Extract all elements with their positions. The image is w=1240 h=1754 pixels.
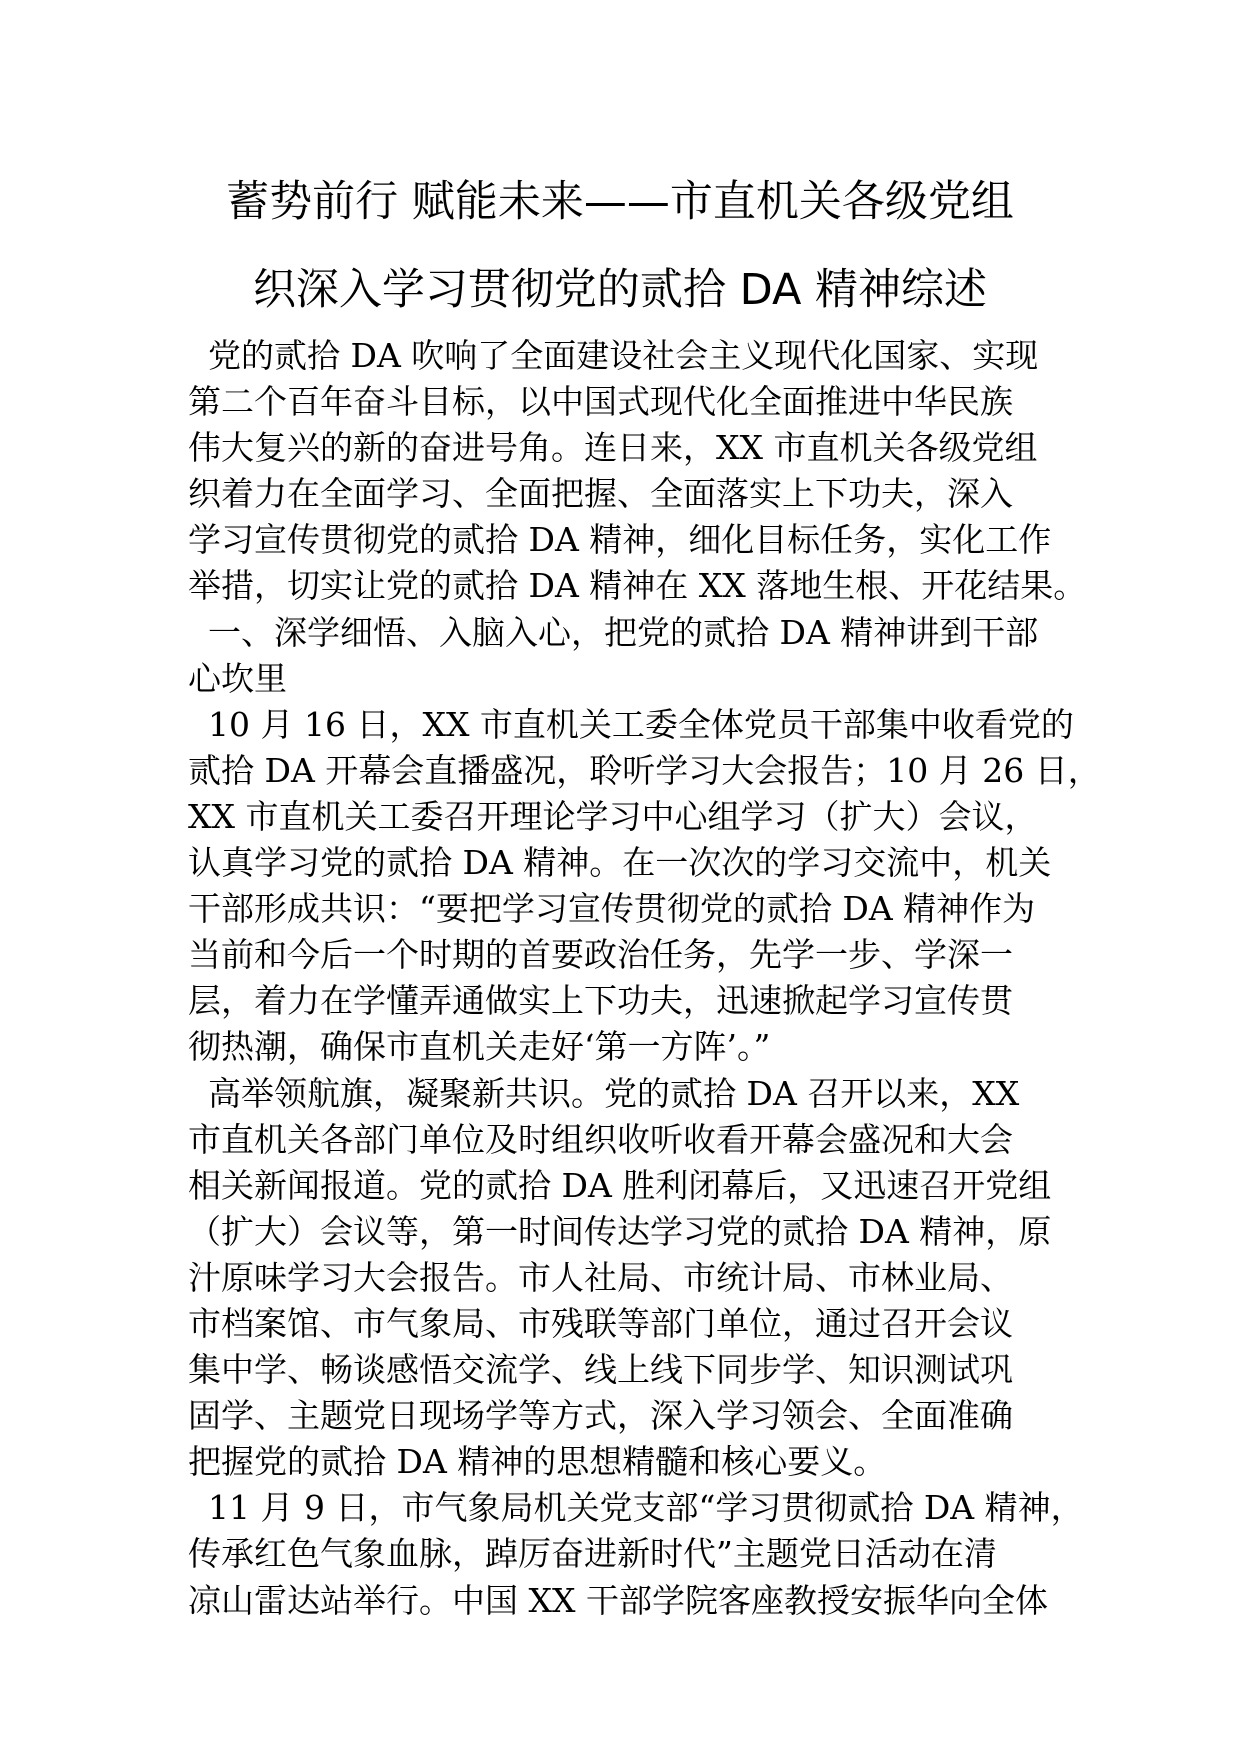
document-body xyxy=(188,333,1101,1624)
paragraph-line: 学习宣传贯彻党的贰拾 DA 精神，细化目标任务，实化工作 xyxy=(188,520,1052,560)
paragraph-line: 干部形成共识：“要把学习宣传贯彻党的贰拾 DA 精神作为 xyxy=(188,889,1036,929)
paragraph-line: 市档案馆、市气象局、市残联等部门单位，通过召开会议 xyxy=(188,1303,1013,1343)
paragraph-line: XX 市直机关工委召开理论学习中心组学习（扩大）会议， xyxy=(188,796,1038,836)
paragraph-line: 织着力在全面学习、全面把握、全面落实上下功夫，深入 xyxy=(188,474,1013,514)
paragraph-line: 传承红色气象血脉，踔厉奋进新时代”主题党日活动在清 xyxy=(188,1534,997,1574)
paragraph-line: 认真学习党的贰拾 DA 精神。在一次次的学习交流中，机关 xyxy=(188,843,1052,883)
paragraph-line: 固学、主题党日现场学等方式，深入学习领会、全面准确 xyxy=(188,1396,1013,1436)
paragraph-line: 相关新闻报道。党的贰拾 DA 胜利闭幕后，又迅速召开党组 xyxy=(188,1165,1052,1205)
paragraph-line: 举措，切实让党的贰拾 DA 精神在 XX 落地生根、开花结果。 xyxy=(188,566,1087,606)
paragraph-line: 11 月 9 日，市气象局机关党支部“学习贯彻贰拾 DA 精神， xyxy=(208,1488,1084,1528)
paragraph-line: 当前和今后一个时期的首要政治任务，先学一步、学深一 xyxy=(188,935,1013,975)
paragraph-line: 10 月 16 日，XX 市直机关工委全体党员干部集中收看党的 xyxy=(208,704,1074,744)
paragraph-line: 集中学、畅谈感悟交流学、线上线下同步学、知识测试巩 xyxy=(188,1350,1013,1390)
paragraph-line: 高举领航旗，凝聚新共识。党的贰拾 DA 召开以来，XX xyxy=(208,1073,1020,1113)
paragraph-line: 层，着力在学懂弄通做实上下功夫，迅速掀起学习宣传贯 xyxy=(188,981,1013,1021)
paragraph-line: 贰拾 DA 开幕会直播盛况，聆听学习大会报告；10 月 26 日， xyxy=(188,750,1101,790)
paragraph-line: 彻热潮，确保市直机关走好‘第一方阵’。” xyxy=(188,1027,771,1067)
paragraph-line: 市直机关各部门单位及时组织收听收看开幕会盛况和大会 xyxy=(188,1119,1013,1159)
paragraph-line: 汁原味学习大会报告。市人社局、市统计局、市林业局、 xyxy=(188,1257,1013,1297)
section-heading-line: 心坎里 xyxy=(188,658,287,698)
paragraph-line: 第二个百年奋斗目标，以中国式现代化全面推进中华民族 xyxy=(188,382,1013,422)
paragraph-line: （扩大）会议等，第一时间传达学习党的贰拾 DA 精神，原 xyxy=(188,1211,1052,1251)
paragraph-line: 伟大复兴的新的奋进号角。连日来，XX 市直机关各级党组 xyxy=(188,428,1038,468)
section-heading-line: 一、深学细悟、入脑入心，把党的贰拾 DA 精神讲到干部 xyxy=(208,612,1039,652)
document-title-line-1: 蓄势前行 赋能未来——市直机关各级党组 xyxy=(226,177,1014,227)
paragraph-line: 党的贰拾 DA 吹响了全面建设社会主义现代化国家、实现 xyxy=(208,336,1039,375)
paragraph-line: 凉山雷达站举行。中国 XX 干部学院客座教授安振华向全体 xyxy=(188,1580,1048,1620)
document-title-line-2: 织深入学习贯彻党的贰拾 DA 精神综述 xyxy=(252,265,988,315)
paragraph-line: 把握党的贰拾 DA 精神的思想精髓和核心要义。 xyxy=(188,1442,887,1482)
